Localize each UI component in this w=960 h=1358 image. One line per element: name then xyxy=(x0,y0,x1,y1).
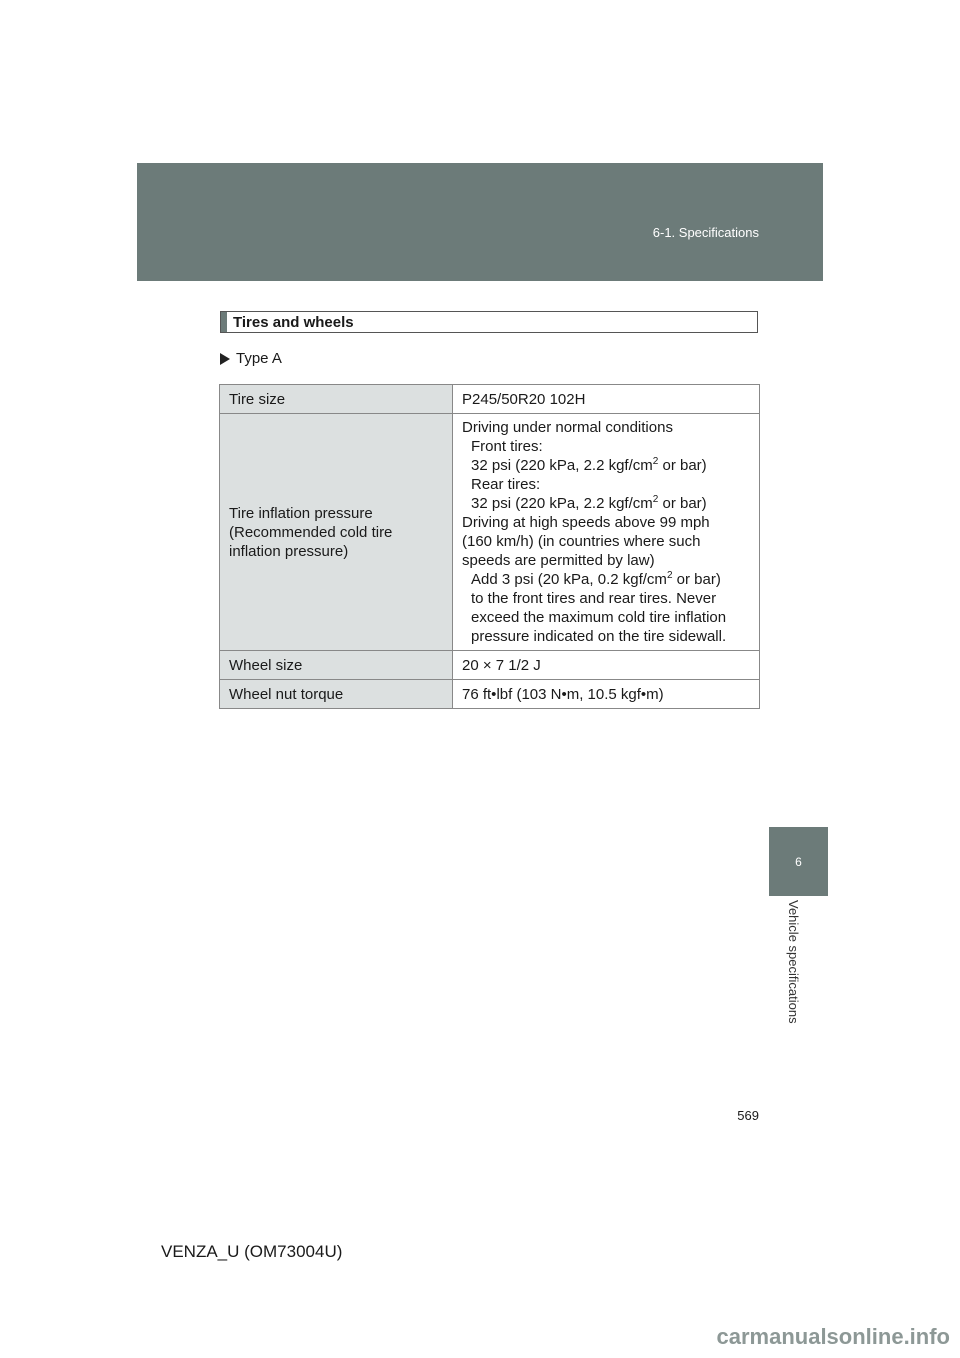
value-line: Driving at high speeds above 99 mph xyxy=(462,514,710,531)
type-heading-text: Type A xyxy=(236,350,282,367)
row-value: 76 ft•lbf (103 N•m, 10.5 kgf•m) xyxy=(453,680,760,709)
table-row xyxy=(220,385,760,414)
value-line: 32 psi (220 kPa, 2.2 kgf/$cm^2$ or bar) xyxy=(471,494,707,512)
value-line: 32 psi (220 kPa, 2.2 kgf/$cm^2$ or bar) xyxy=(471,456,707,474)
type-heading xyxy=(220,350,282,367)
spec-table xyxy=(219,384,760,709)
value-line: to the front tires and rear tires. Never xyxy=(471,590,717,607)
table-row xyxy=(220,414,760,651)
row-label: Wheel nut torque xyxy=(220,680,453,709)
section-label: 6-1. Specifications xyxy=(652,225,759,240)
row-value xyxy=(453,414,760,651)
row-label: Wheel size xyxy=(220,651,453,680)
label-line: (Recommended cold tire xyxy=(229,523,393,541)
triangle-bullet-icon xyxy=(220,353,230,365)
table-row xyxy=(220,651,760,680)
label-line: Tire inflation pressure xyxy=(229,504,373,522)
header-band xyxy=(137,163,823,281)
row-label xyxy=(220,414,453,651)
value-line: Driving under normal conditions xyxy=(462,419,673,436)
chapter-number: 6 xyxy=(795,854,802,869)
value-line: (160 km/h) (in countries where such xyxy=(462,533,701,550)
value-line: exceed the maximum cold tire inflation xyxy=(471,609,727,626)
chapter-tab xyxy=(769,827,828,896)
row-value: 20 × 7 1/2 J xyxy=(453,651,760,680)
page-number: 569 xyxy=(737,1108,759,1123)
value-line: Add 3 psi (20 kPa, 0.2 kgf/$cm^2$ or bar) xyxy=(471,570,721,588)
section-title-bar xyxy=(221,312,227,332)
section-title xyxy=(220,311,758,333)
row-value: P245/50R20 102H xyxy=(453,385,760,414)
document-id: VENZA_U (OM73004U) xyxy=(161,1242,343,1261)
value-line: Rear tires: xyxy=(471,476,541,493)
watermark: carmanualsonline.info xyxy=(716,1324,950,1349)
row-label: Tire size xyxy=(220,385,453,414)
table-row xyxy=(220,680,760,709)
label-line: inflation pressure) xyxy=(229,542,349,560)
value-line: speeds are permitted by law) xyxy=(462,552,655,569)
value-line: pressure indicated on the tire sidewall. xyxy=(471,628,727,645)
value-line: Front tires: xyxy=(471,438,543,455)
section-title-text: Tires and wheels xyxy=(233,313,354,331)
chapter-title-vertical: Vehicle specifications xyxy=(786,900,801,1024)
